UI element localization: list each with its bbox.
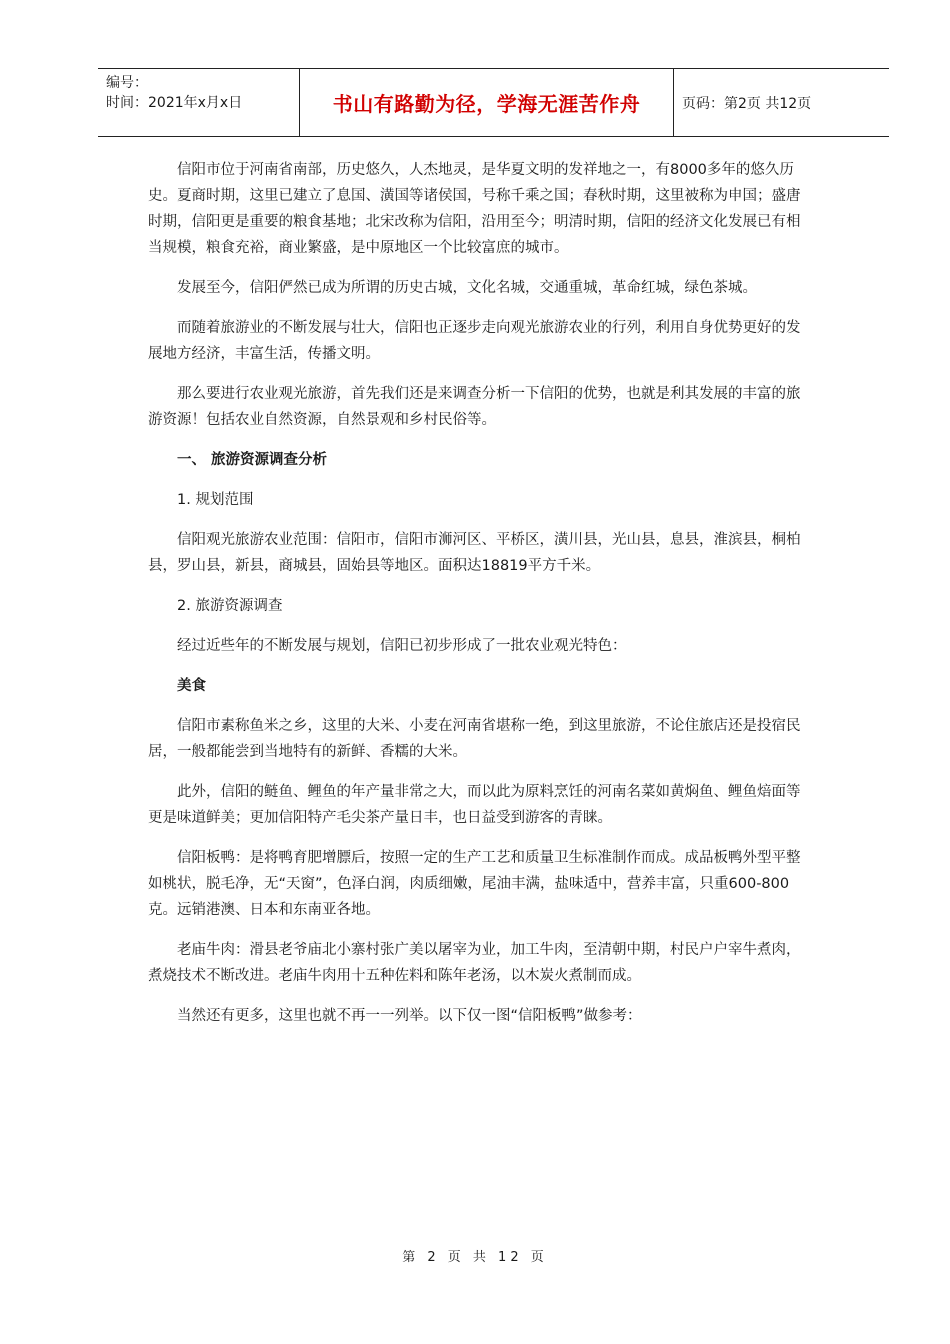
header-page-info: 页码：第2页 共12页 [682,95,812,112]
document-body [148,157,808,1043]
paragraph: 当然还有更多，这里也就不再一一列举。以下仅一图“信阳板鸭”做参考： [177,1008,642,1024]
section-heading: 一、 旅游资源调查分析 [177,452,328,468]
paragraph: 信阳观光旅游农业范围：信阳市，信阳市浉河区、平桥区，潢川县，光山县，息县，淮滨县，桐柏县，罗山县，新县，商城县，固始县等地区。面积达18819平方千米。 [148,532,801,574]
header-meta [98,69,300,136]
paragraph: 信阳市素称鱼米之乡，这里的大米、小麦在河南省堪称一绝，到这里旅游，不论住旅店还是投宿民居，一般都能尝到当地特有的新鲜、香糯的大米。 [148,718,801,760]
paragraph: 而随着旅游业的不断发展与壮大，信阳也正逐步走向观光旅游农业的行列，利用自身优势更好的发展地方经济，丰富生活，传播文明。 [148,320,801,362]
paragraph: 此外，信阳的鲢鱼、鲤鱼的年产量非常之大，而以此为原料烹饪的河南名菜如黄焖鱼、鲤鱼焙面等更是味道鲜美；更加信阳特产毛尖茶产量日丰，也日益受到游客的青睐。 [148,784,801,826]
numbered-heading: 1. 规划范围 [177,492,254,508]
page-header [98,68,889,137]
subsection-heading: 美食 [177,678,206,694]
paragraph: 发展至今，信阳俨然已成为所谓的历史古城，文化名城，交通重城，革命红城，绿色茶城。 [177,280,757,296]
page-footer: 第 2 页 共 12 页 [402,1250,548,1265]
paragraph: 经过近些年的不断发展与规划，信阳已初步形成了一批农业观光特色： [177,638,627,654]
date-label: 时间：2021年x月x日 [106,95,243,111]
paragraph: 那么要进行农业观光旅游，首先我们还是来调查分析一下信阳的优势，也就是利其发展的丰富的旅游资源！包括农业自然资源，自然景观和乡村民俗等。 [148,386,801,428]
paragraph: 信阳板鸭：是将鸭育肥增膘后，按照一定的生产工艺和质量卫生标准制作而成。成品板鸭外型平整如桃状，脱毛净，无“天窗”，色泽白润，肉质细嫩，尾油丰满，盐味适中，营养丰富，只重600-800克。远销港澳、日本和东南亚各地。 [148,850,801,918]
paragraph: 信阳市位于河南省南部，历史悠久，人杰地灵，是华夏文明的发祥地之一，有8000多年的悠久历史。夏商时期，这里已建立了息国、潢国等诸侯国，号称千乘之国；春秋时期，这里被称为申国；盛唐时期，信阳更是重要的粮食基地；北宋改称为信阳，沿用至今；明清时期，信阳的经济文化发展已有相当规模，粮食充裕，商业繁盛，是中原地区一个比较富庶的城市。 [148,162,801,256]
numbered-heading: 2. 旅游资源调查 [177,598,283,614]
paragraph: 老庙牛肉：滑县老爷庙北小寨村张广美以屠宰为业，加工牛肉，至清朝中期，村民户户宰牛煮肉，煮烧技术不断改进。老庙牛肉用十五种佐料和陈年老汤，以木炭火煮制而成。 [148,942,801,984]
header-motto: 书山有路勤为径，学海无涯苦作舟 [300,69,674,136]
code-label: 编号： [106,75,148,91]
